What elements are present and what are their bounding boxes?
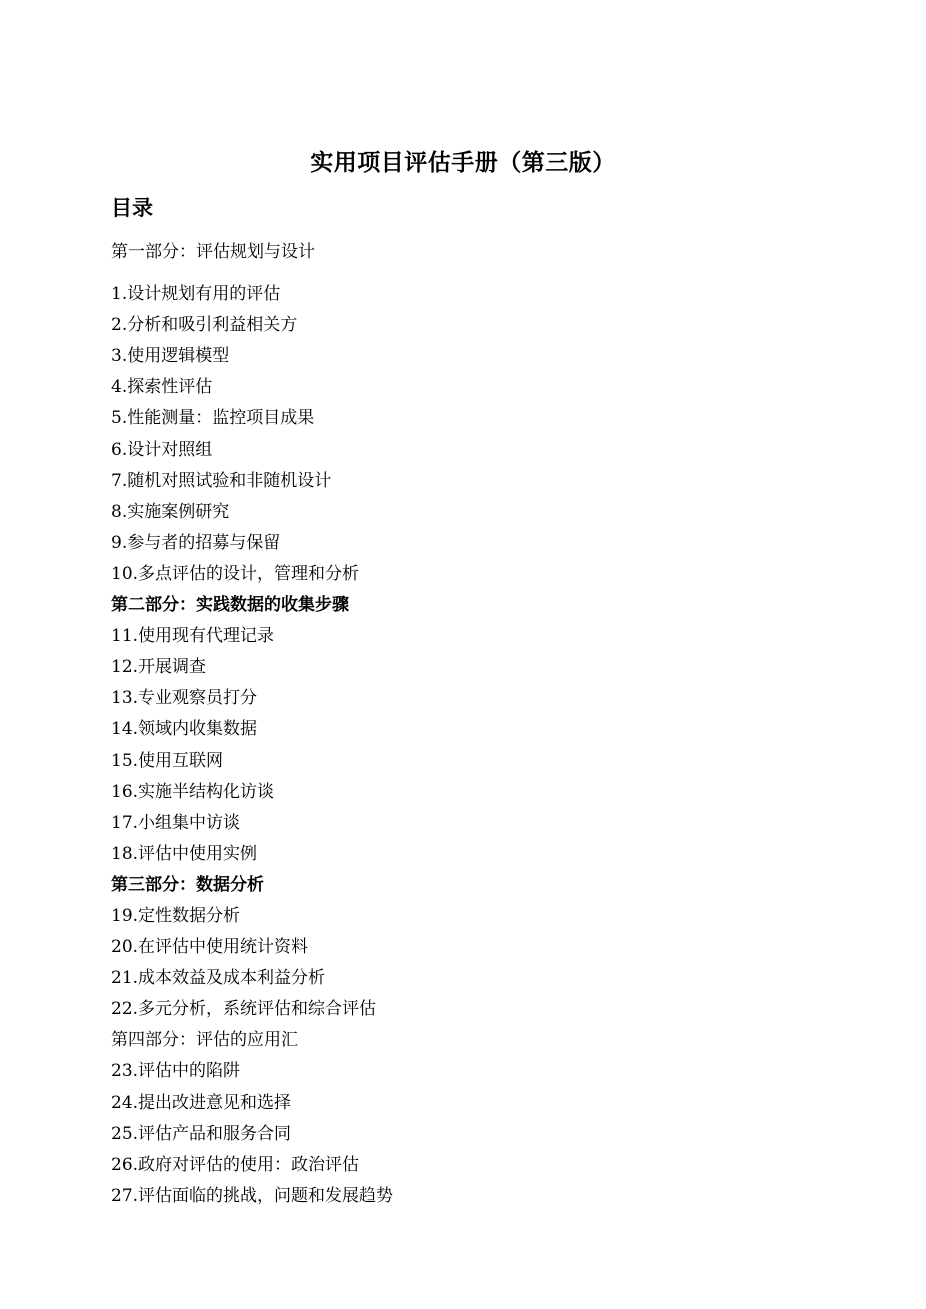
toc-item: 7.随机对照试验和非随机设计 <box>111 470 332 491</box>
toc-item: 3.使用逻辑模型 <box>111 346 230 367</box>
table-of-contents <box>111 237 811 1212</box>
toc-item: 6.设计对照组 <box>111 439 213 460</box>
toc-part-heading: 第二部分：实践数据的收集步骤 <box>111 595 349 616</box>
toc-item: 4.探索性评估 <box>111 377 213 398</box>
toc-item: 12.开展调查 <box>111 657 207 678</box>
toc-item: 2.分析和吸引利益相关方 <box>111 315 298 336</box>
toc-item: 5.性能测量：监控项目成果 <box>111 408 315 429</box>
toc-item: 11.使用现有代理记录 <box>111 626 275 647</box>
document-title: 实用项目评估手册（第三版） <box>310 150 616 176</box>
toc-item: 9.参与者的招募与保留 <box>111 532 281 553</box>
toc-heading: 目录 <box>111 196 153 220</box>
toc-item: 20.在评估中使用统计资料 <box>111 937 309 958</box>
toc-item: 15.使用互联网 <box>111 750 224 771</box>
toc-item: 16.实施半结构化访谈 <box>111 781 275 802</box>
toc-part-heading: 第四部分：评估的应用汇 <box>111 1030 298 1051</box>
toc-item: 17.小组集中访谈 <box>111 812 241 833</box>
toc-item: 25.评估产品和服务合同 <box>111 1123 292 1144</box>
toc-item: 21.成本效益及成本利益分析 <box>111 968 326 989</box>
toc-item: 19.定性数据分析 <box>111 905 241 926</box>
toc-item: 13.专业观察员打分 <box>111 688 258 709</box>
toc-item: 26.政府对评估的使用：政治评估 <box>111 1154 360 1175</box>
toc-item: 8.实施案例研究 <box>111 501 230 522</box>
toc-item: 27.评估面临的挑战，问题和发展趋势 <box>111 1185 394 1206</box>
toc-part-heading: 第一部分：评估规划与设计 <box>111 242 315 262</box>
toc-item: 14.领域内收集数据 <box>111 719 258 740</box>
toc-item: 24.提出改进意见和选择 <box>111 1092 292 1113</box>
toc-item: 10.多点评估的设计，管理和分析 <box>111 563 360 584</box>
toc-part-heading: 第三部分：数据分析 <box>111 874 264 895</box>
toc-item: 22.多元分析，系统评估和综合评估 <box>111 999 377 1020</box>
toc-item: 1.设计规划有用的评估 <box>111 284 281 305</box>
toc-item: 18.评估中使用实例 <box>111 843 258 864</box>
toc-item: 23.评估中的陷阱 <box>111 1061 241 1082</box>
